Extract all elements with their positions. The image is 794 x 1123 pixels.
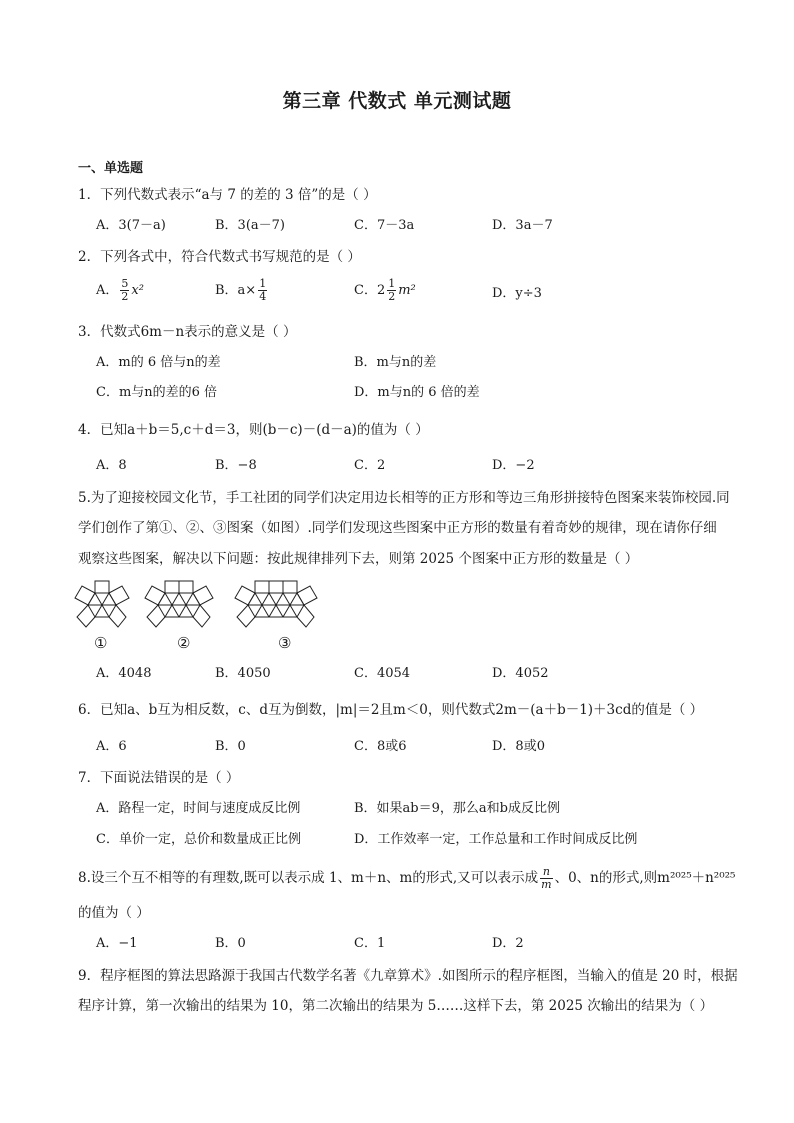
q2-a-den: 2 <box>121 290 129 303</box>
question-9-line-1: 9．程序框图的算法思路源于我国古代数学名著《九章算术》.如图所示的程序框图，当输入的值是 20 时，根据 <box>78 968 738 984</box>
question-8-line-1 <box>78 866 735 891</box>
q2-c-post: m² <box>398 283 416 298</box>
pattern-3 <box>235 581 317 627</box>
q5-option-c[interactable]: C．4054 <box>354 666 411 681</box>
q1-option-b[interactable]: B．3(a－7) <box>215 218 285 233</box>
q8-option-a[interactable]: A．−1 <box>96 936 138 951</box>
q4-option-d[interactable]: D．−2 <box>492 458 535 473</box>
pattern-figure <box>74 579 344 631</box>
q7-option-b[interactable]: B．如果ab＝9，那么a和b成反比例 <box>354 801 560 816</box>
question-6-stem: 6．已知a、b互为相反数，c、d互为倒数，|m|＝2且m＜0，则代数式2m－(a＋b－1)＋3cd的值是（ ） <box>78 702 704 718</box>
q8-frac-den: m <box>541 878 552 891</box>
q2-b-den: 4 <box>259 290 267 303</box>
q5-option-b[interactable]: B．4050 <box>215 666 271 681</box>
q4-option-b[interactable]: B．−8 <box>215 458 257 473</box>
question-5-line-1: 5.为了迎接校园文化节，手工社团的同学们决定用边长相等的正方形和等边三角形拼接特色图案来装饰校园.同 <box>78 490 730 506</box>
section-heading: 一、单选题 <box>78 161 144 176</box>
q2-b-fraction <box>258 278 267 303</box>
q8-post: 、0、n的形式,则m²⁰²⁵＋n²⁰²⁵ <box>554 870 736 886</box>
q2-a-fraction <box>120 278 129 303</box>
q2-b-label: B．a× <box>215 283 257 298</box>
q6-option-a[interactable]: A．6 <box>96 739 127 754</box>
q3-option-a[interactable]: A．m的 6 倍与n的差 <box>96 355 221 370</box>
q2-option-d[interactable]: D．y÷3 <box>492 286 542 301</box>
q7-option-c[interactable]: C．单价一定，总价和数量成正比例 <box>96 832 301 847</box>
q2-c-den: 2 <box>388 290 396 303</box>
q8-option-d[interactable]: D．2 <box>492 936 524 951</box>
pattern-2 <box>145 581 213 627</box>
q8-frac-num: n <box>540 866 552 879</box>
page-title: 第三章 代数式 单元测试题 <box>282 90 512 112</box>
q5-option-d[interactable]: D．4052 <box>492 666 549 681</box>
q7-option-a[interactable]: A．路程一定，时间与速度成反比例 <box>96 801 301 816</box>
q8-option-c[interactable]: C．1 <box>354 936 386 951</box>
q1-option-a[interactable]: A．3(7－a) <box>96 218 166 233</box>
q6-option-d[interactable]: D．8或0 <box>492 739 545 754</box>
q2-b-num: 1 <box>259 277 267 290</box>
q7-option-d[interactable]: D．工作效率一定，工作总量和工作时间成反比例 <box>354 832 638 847</box>
q2-a-label: A． <box>96 283 119 298</box>
q6-option-b[interactable]: B．0 <box>215 739 246 754</box>
q5-option-a[interactable]: A．4048 <box>96 666 152 681</box>
q3-option-b[interactable]: B．m与n的差 <box>354 355 437 370</box>
q1-option-d[interactable]: D．3a－7 <box>492 218 553 233</box>
q4-option-c[interactable]: C．2 <box>354 458 386 473</box>
question-8-line-2: 的值为（ ） <box>78 905 150 921</box>
q2-option-b[interactable] <box>215 278 269 303</box>
q2-c-num: 1 <box>388 277 396 290</box>
question-2-stem: 2．下列各式中，符合代数式书写规范的是（ ） <box>78 249 361 265</box>
pattern-1 <box>75 581 129 627</box>
q3-option-d[interactable]: D．m与n的 6 倍的差 <box>354 385 480 400</box>
question-1-stem: 1．下列代数式表示“a与 7 的差的 3 倍”的是（ ） <box>78 187 377 203</box>
figure-label-3: ③ <box>278 634 292 652</box>
q2-c-fraction <box>387 278 396 303</box>
question-3-stem: 3．代数式6m－n表示的意义是（ ） <box>78 324 297 340</box>
question-7-stem: 7．下面说法错误的是（ ） <box>78 770 240 786</box>
q8-option-b[interactable]: B．0 <box>215 936 246 951</box>
question-4-stem: 4．已知a＋b＝5,c＋d＝3，则(b－c)－(d－a)的值为（ ） <box>78 422 429 438</box>
q3-option-c[interactable]: C．m与n的差的6 倍 <box>96 385 218 400</box>
q4-option-a[interactable]: A．8 <box>96 458 127 473</box>
q8-fraction <box>540 866 552 891</box>
question-5-line-3: 观察这些图案，解决以下问题：按此规律排列下去，则第 2025 个图案中正方形的数量是（ ） <box>78 551 639 567</box>
q2-a-num: 5 <box>121 277 129 290</box>
question-9-line-2: 程序计算，第一次输出的结果为 10，第二次输出的结果为 5……这样下去，第 2025 次输出的结果为（ ） <box>78 998 714 1014</box>
q2-c-label: C．2 <box>354 283 386 298</box>
figure-label-1: ① <box>94 634 108 652</box>
q6-option-c[interactable]: C．8或6 <box>354 739 407 754</box>
q2-option-c[interactable] <box>354 278 416 303</box>
figure-label-2: ② <box>177 634 191 652</box>
question-5-line-2: 学们创作了第①、②、③图案（如图）.同学们发现这些图案中正方形的数量有着奇妙的规律，现在请你仔细 <box>78 520 717 536</box>
q2-a-post: x² <box>131 283 144 298</box>
q8-pre: 8.设三个互不相等的有理数,既可以表示成 1、m＋n、m的形式,又可以表示成 <box>78 870 539 886</box>
q1-option-c[interactable]: C．7－3a <box>354 218 415 233</box>
q2-option-a[interactable] <box>96 278 144 303</box>
